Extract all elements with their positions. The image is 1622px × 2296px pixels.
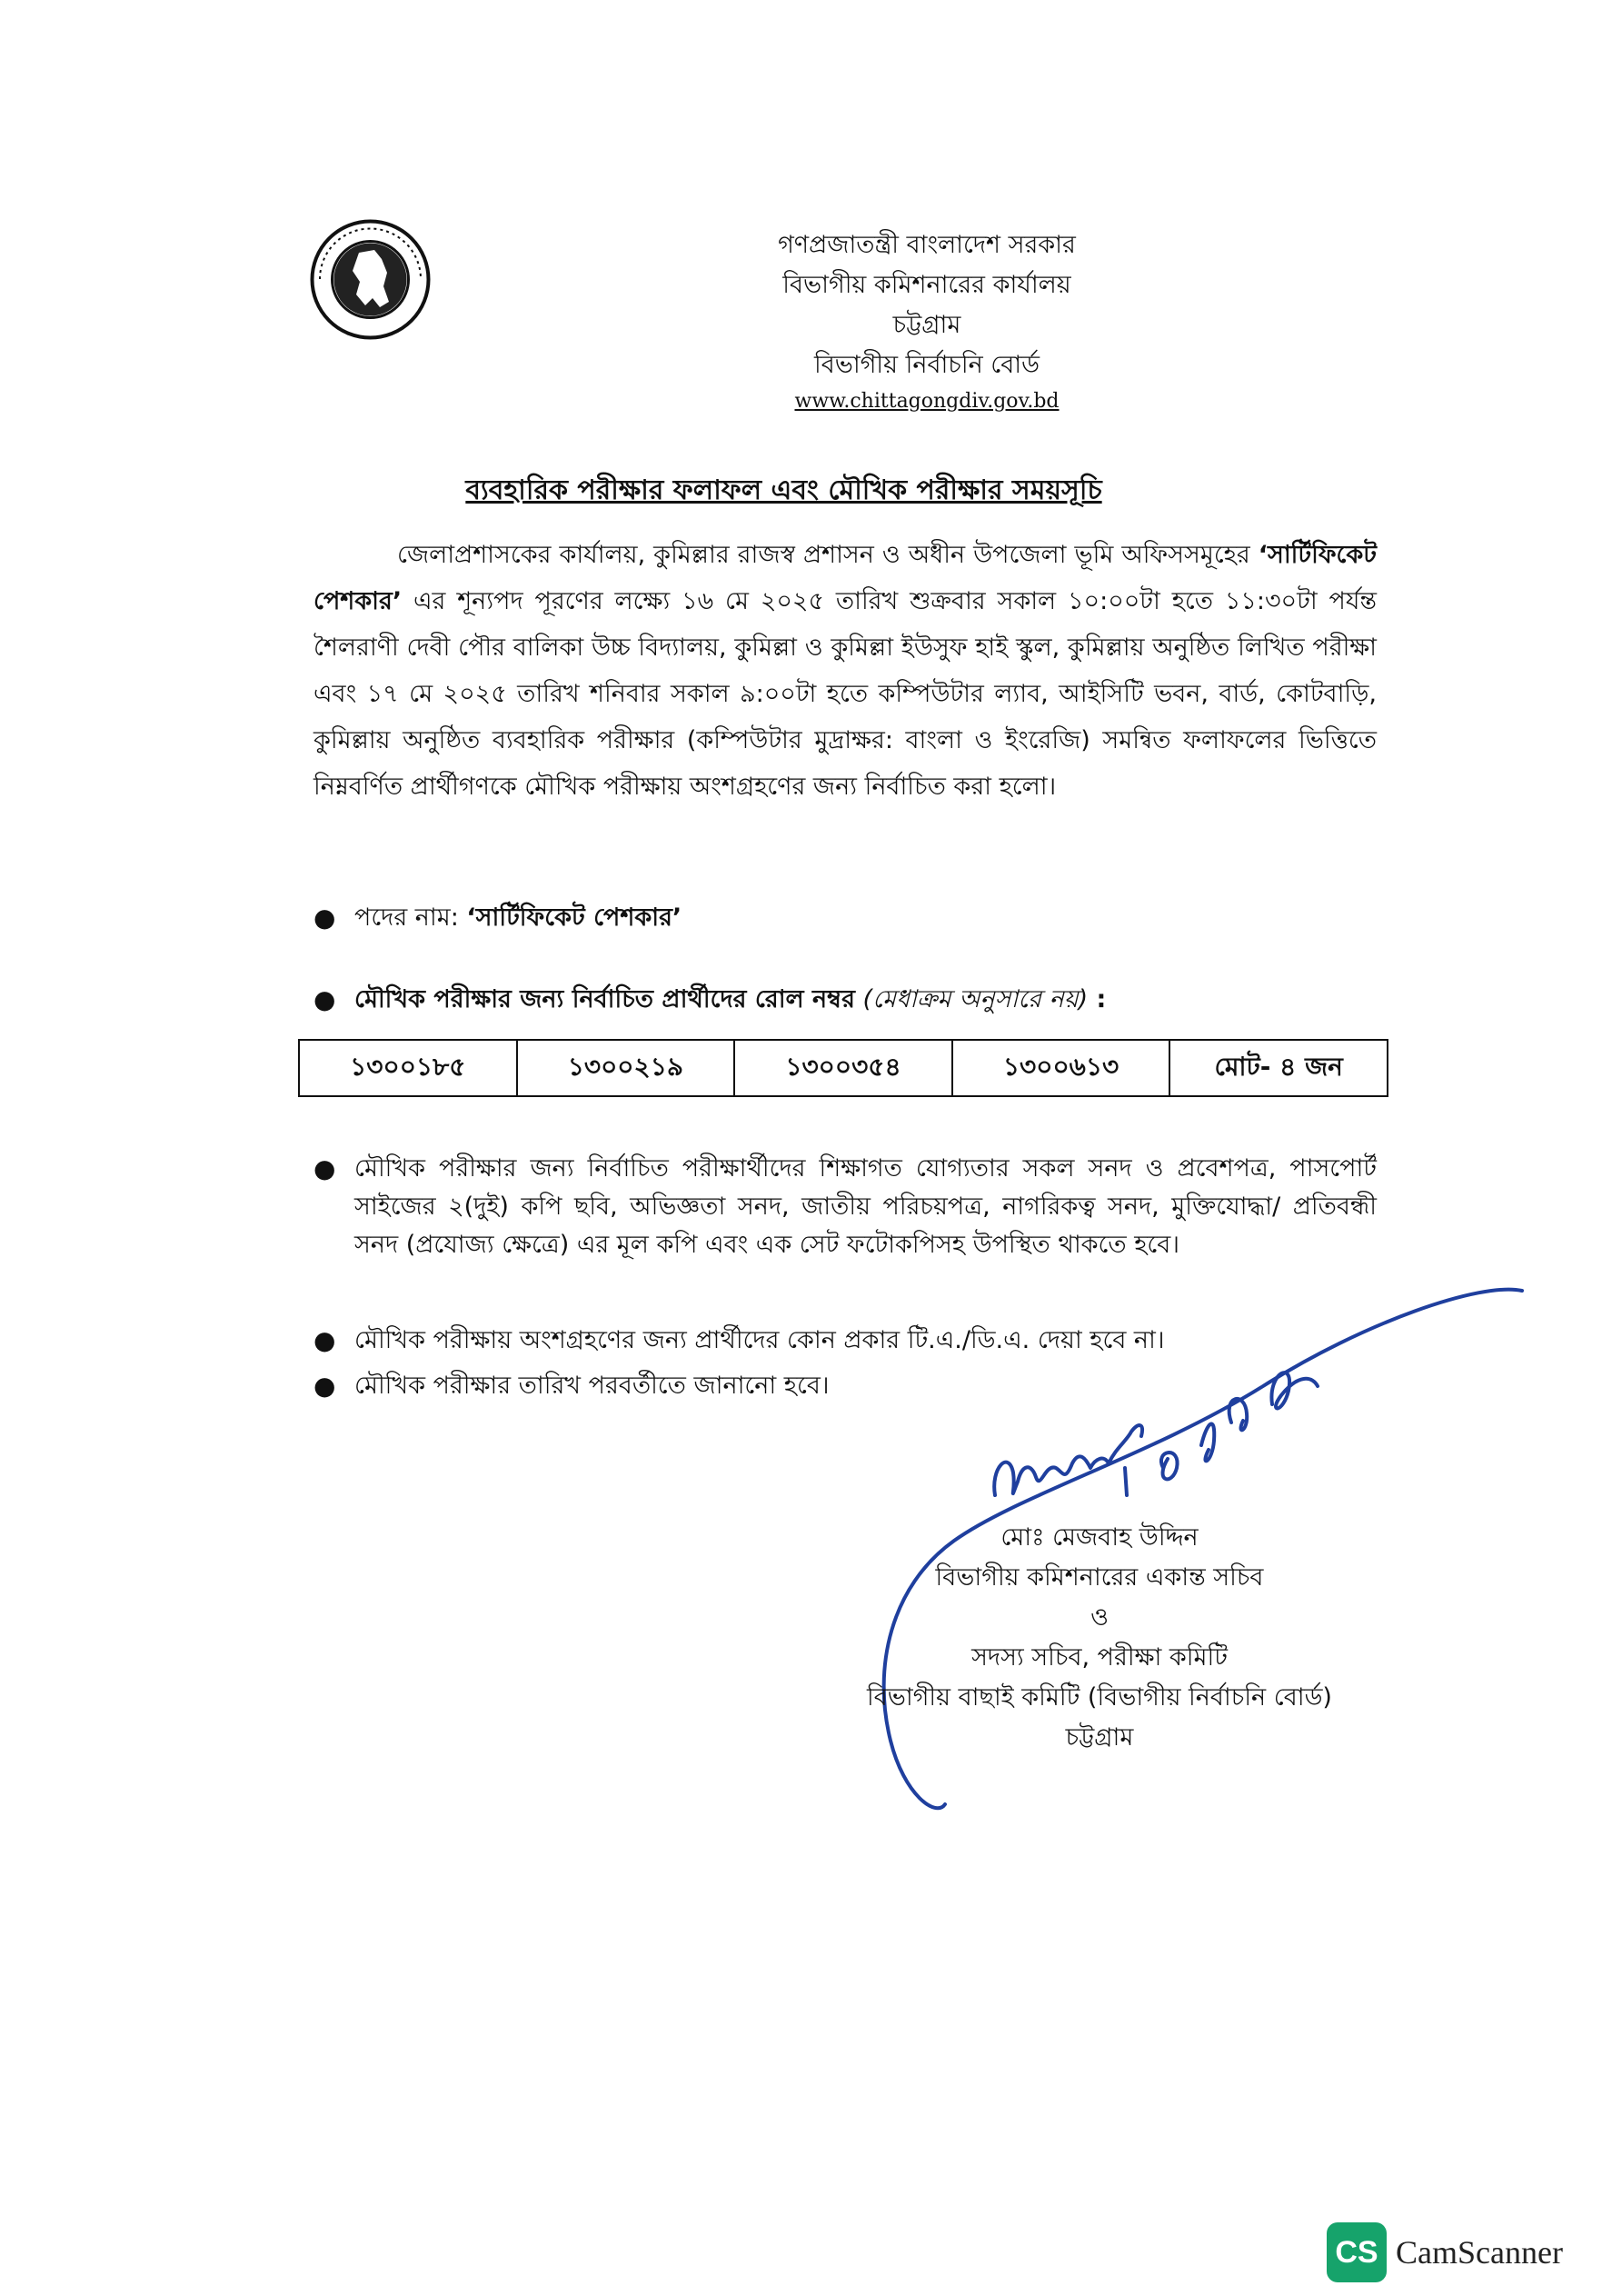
selected-label: মৌখিক পরীক্ষার জন্য নির্বাচিত প্রার্থীদের রোল নম্বর [354,985,855,1013]
roll-cell: ১৩০০২১৯ [518,1041,736,1095]
ta-da-text: মৌখিক পরীক্ষায় অংশগ্রহণের জন্য প্রার্থীদের কোন প্রকার টি.এ./ডি.এ. দেয়া হবে না। [354,1326,1165,1354]
total-cell: মোট- ৪ জন [1214,1051,1343,1082]
website-link[interactable]: www.chittagongdiv.gov.bd [794,390,1060,413]
signatory-designation-3: বিভাগীয় বাছাই কমিটি (বিভাগীয় নির্বাচনি বোর্ড) [867,1683,1332,1712]
bullet-icon: ● [313,903,336,933]
bullet-icon: ● [313,1325,336,1355]
signatory-block [845,1518,1354,1758]
signatory-designation-2: সদস্য সচিব, পরীক্ষা কমিটি [971,1643,1228,1672]
bullet-icon: ● [313,984,336,1014]
camscanner-watermark [1327,2222,1563,2282]
signatory-conjunction: ও [1090,1603,1109,1632]
camscanner-text: CamScanner [1396,2234,1563,2271]
signatory-name: মোঃ মেজবাহ উদ্দিন [1000,1523,1199,1552]
documents-text: মৌখিক পরীক্ষার জন্য নির্বাচিত পরীক্ষার্থীদের শিক্ষাগত যোগ্যতার সকল সনদ ও প্রবেশপত্র, পাসপোর্ট সাইজের ২(দুই) কপি ছবি, অভিজ্ঞতা সনদ, জাতীয় পরিচয়পত্র, নাগরিকত্ব সনদ, মুক্তিযোদ্ধা/ প্রতিবন্ধী সনদ (প্রযোজ্য ক্ষেত্রে) এর মূল কপি এবং এক সেট ফটোকপিসহ উপস্থিত থাকতে হবে। [354,1154,1377,1259]
notice-body [313,532,1377,810]
board-name: বিভাগীয় নির্বাচনি বোর্ড [814,351,1040,379]
selected-note: (মেধাক্রম অনুসারে নয়) [862,985,1089,1013]
body-post-name: ‘সার্টিফিকেট পেশকার’ [313,541,1377,615]
post-label: পদের নাম: [354,903,467,932]
post-value: ‘সার্টিফিকেট পেশকার’ [466,903,682,932]
bullet-icon: ● [313,1371,336,1401]
city-name: চট্টগ্রাম [892,311,961,339]
government-seal-icon [309,218,432,341]
roll-cell: ১৩০০৩৫৪ [735,1041,953,1095]
govt-name: গণপ্রজাতন্ত্রী বাংলাদেশ সরকার [778,231,1076,259]
signatory-place: চট্টগ্রাম [1065,1723,1134,1752]
signatory-designation-1: বিভাগীয় কমিশনারের একান্ত সচিব [935,1563,1264,1592]
selected-suffix: : [1088,985,1107,1013]
camscanner-logo-icon: CS [1327,2222,1387,2282]
roll-cell: ১৩০০১৮৫ [300,1041,518,1095]
letterhead [636,225,1218,418]
office-name: বিভাগীয় কমিশনারের কার্যালয় [782,271,1071,299]
roll-cell: ১৩০০৬১৩ [953,1041,1171,1095]
roll-number-table [298,1039,1388,1097]
body-text-2: এর শূন্যপদ পূরণের লক্ষ্যে ১৬ মে ২০২৫ তারিখ শুক্রবার সকাল ১০:০০টা হতে ১১:৩০টা পর্যন্ত শৈলরাণী দেবী পৌর বালিকা উচ্চ বিদ্যালয়, কুমিল্লা ও কুমিল্লা ইউসুফ হাই স্কুল, কুমিল্লায় অনুষ্ঠিত লিখিত পরীক্ষা এবং ১৭ মে ২০২৫ তারিখ শনিবার সকাল ৯:০০টা হতে কম্পিউটার ল্যাব, আইসিটি ভবন, বার্ড, কোটবাড়ি, কুমিল্লায় অনুষ্ঠিত ব্যবহারিক পরীক্ষার (কম্পিউটার মুদ্রাক্ষর: বাংলা ও ইংরেজি) সমন্বিত ফলাফলের ভিত্তিতে নিম্নবর্ণিত প্রার্থীগণকে মৌখিক পরীক্ষায় অংশগ্রহণের জন্য নির্বাচিত করা হলো। [313,587,1377,801]
notice-title [309,468,1259,514]
date-text: মৌখিক পরীক্ষার তারিখ পরবর্তীতে জানানো হবে। [354,1372,830,1400]
notice-title-text: ব্যবহারিক পরীক্ষার ফলাফল এবং মৌখিক পরীক্ষার সময়সূচি [465,474,1102,506]
bullet-icon: ● [313,1153,336,1183]
body-text-1: জেলাপ্রশাসকের কার্যালয়, কুমিল্লার রাজস্ব প্রশাসন ও অধীন উপজেলা ভূমি অফিসসমূহের [397,541,1259,569]
